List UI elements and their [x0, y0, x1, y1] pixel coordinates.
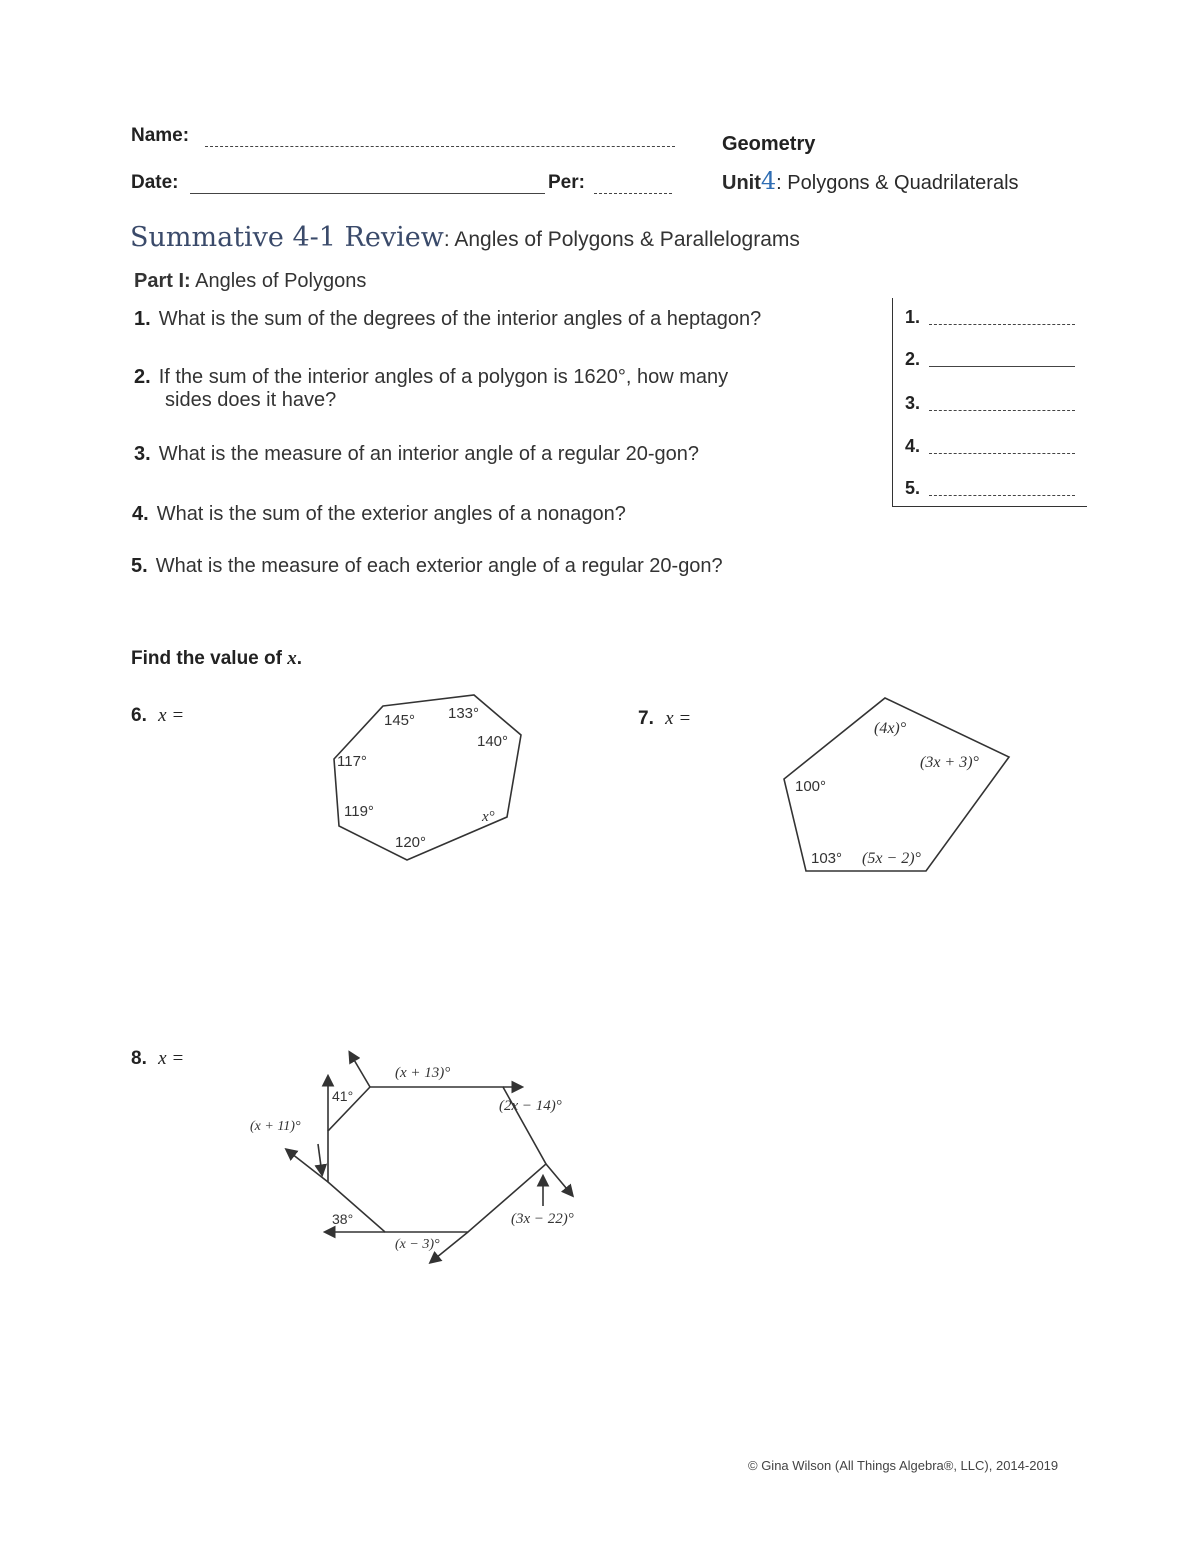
problem-number: 6.	[131, 705, 147, 726]
unit-title: : Polygons & Quadrilaterals	[776, 172, 1019, 194]
angle-label: 119°	[344, 803, 374, 820]
copyright-footer: © Gina Wilson (All Things Algebra®, LLC), 2014-2019	[748, 1458, 1059, 1473]
name-field[interactable]	[205, 146, 675, 147]
find-x-instruction	[131, 648, 302, 670]
angle-label: 38°	[332, 1211, 354, 1227]
question-number: 4.	[132, 503, 149, 525]
answer-field-5[interactable]	[929, 495, 1075, 496]
instruction-text: Find the value of	[131, 648, 288, 669]
heptagon-shape	[334, 695, 521, 860]
answer-label: 2.	[905, 349, 921, 369]
question-number: 2.	[134, 366, 151, 388]
angle-label: (x + 13)°	[395, 1065, 451, 1081]
question-4	[132, 503, 626, 526]
angle-label: (5x − 2)°	[862, 850, 921, 867]
period-field[interactable]	[594, 193, 672, 194]
question-number: 3.	[134, 443, 151, 465]
printed-title: : Angles of Polygons & Parallelograms	[443, 228, 800, 251]
problem-equation: x =	[158, 705, 185, 726]
answer-field-4[interactable]	[929, 453, 1075, 454]
angle-label: 145°	[384, 712, 416, 729]
question-text: What is the sum of the exterior angles of a nonagon?	[156, 503, 626, 525]
date-label: Date:	[131, 172, 179, 193]
question-2-line2: sides does it have?	[165, 389, 337, 411]
angle-label-x: x°	[482, 809, 495, 825]
question-text: What is the measure of an interior angle of a regular 20-gon?	[158, 443, 699, 465]
extension-ray	[318, 1144, 322, 1174]
question-1	[134, 308, 761, 331]
question-2	[134, 366, 728, 389]
problem-equation: x =	[665, 708, 692, 729]
date-field[interactable]	[190, 193, 545, 194]
name-label: Name:	[131, 125, 190, 146]
angle-label: (2x − 14)°	[499, 1098, 562, 1114]
angle-label: (4x)°	[874, 720, 907, 737]
extension-ray	[287, 1150, 328, 1182]
unit-label: Unit	[722, 172, 761, 194]
angle-label: (3x − 22)°	[511, 1211, 574, 1227]
question-text: If the sum of the interior angles of a polygon is 1620°, how many	[158, 366, 729, 388]
answer-field-1[interactable]	[929, 324, 1075, 325]
hexagon-exterior-figure	[240, 1040, 600, 1270]
answer-label: 1.	[905, 307, 921, 327]
part1-label: Part I:	[134, 270, 191, 292]
angle-label: 117°	[337, 753, 367, 770]
angle-label: 140°	[477, 733, 509, 750]
part1-heading	[134, 270, 366, 293]
question-3	[134, 443, 699, 466]
question-5	[131, 555, 723, 578]
extension-ray	[546, 1164, 572, 1195]
answer-box	[892, 298, 1087, 507]
unit-heading	[722, 167, 1019, 195]
handwritten-title: Summative 4-1 Review	[130, 222, 444, 253]
answer-label: 3.	[905, 393, 921, 413]
problem-6-label	[131, 705, 184, 727]
course-title: Geometry	[722, 133, 816, 155]
question-text: What is the sum of the degrees of the interior angles of a heptagon?	[158, 308, 762, 330]
instruction-period: .	[296, 648, 303, 669]
problem-8-label	[131, 1048, 184, 1070]
problem-7-label	[638, 708, 691, 730]
angle-label: (x − 3)°	[395, 1237, 440, 1252]
question-number: 5.	[131, 555, 148, 577]
instruction-variable: x	[287, 648, 297, 669]
problem-number: 7.	[638, 708, 654, 729]
question-number: 1.	[134, 308, 151, 330]
angle-label: 133°	[448, 705, 480, 722]
page-title	[130, 222, 800, 253]
answer-field-2[interactable]	[929, 366, 1075, 367]
answer-label: 4.	[905, 436, 921, 456]
angle-label: 100°	[795, 778, 827, 795]
pentagon-figure	[770, 685, 1020, 885]
angle-label: 41°	[332, 1088, 354, 1104]
heptagon-figure	[320, 685, 540, 870]
answer-field-3[interactable]	[929, 410, 1075, 411]
question-text: What is the measure of each exterior angle of a regular 20-gon?	[155, 555, 723, 577]
problem-number: 8.	[131, 1048, 147, 1069]
problem-equation: x =	[158, 1048, 185, 1069]
angle-label: 120°	[395, 834, 427, 851]
angle-label: (3x + 3)°	[920, 754, 979, 771]
angle-label: 103°	[811, 850, 843, 867]
answer-label: 5.	[905, 478, 921, 498]
unit-number: 4	[760, 167, 777, 195]
extension-ray	[350, 1053, 370, 1087]
part1-title: Angles of Polygons	[195, 270, 367, 292]
angle-label: (x + 11)°	[250, 1119, 301, 1134]
period-label: Per:	[548, 172, 585, 193]
